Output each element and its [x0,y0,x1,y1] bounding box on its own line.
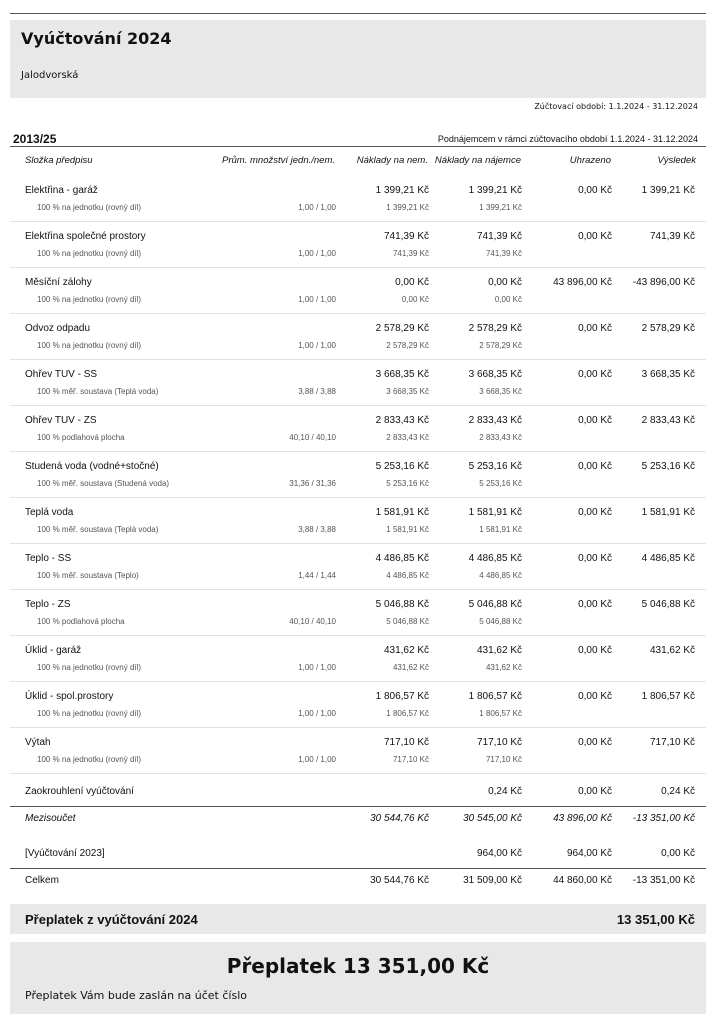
row-cost-naj-detail: 2 833,43 Kč [479,433,522,442]
row-distribution: 100 % měř. soustava (Teplo) [37,571,139,580]
row-cost-nem-detail: 717,10 Kč [392,755,429,764]
col-header-qty: Prům. množství jedn./nem. [222,155,335,166]
total-paid: 44 860,00 Kč [553,875,612,886]
row-cost-naj: 431,62 Kč [476,645,522,656]
row-cost-naj-detail: 0,00 Kč [494,295,522,304]
previous-billing-paid: 964,00 Kč [566,848,612,859]
row-item-name: Teplo - SS [25,553,72,564]
rounding-row [10,779,706,809]
row-distribution: 100 % na jednotku (rovný díl) [37,755,142,764]
row-item-name: Ohřev TUV - ZS [25,415,97,426]
row-result: 1 581,91 Kč [641,507,695,518]
row-cost-naj: 741,39 Kč [476,231,522,242]
row-cost-naj: 2 833,43 Kč [468,415,522,426]
row-result: 431,62 Kč [649,645,695,656]
subtotal-row [10,806,706,836]
row-paid: 43 896,00 Kč [553,277,612,288]
total-nem: 30 544,76 Kč [370,875,429,886]
row-cost-nem: 717,10 Kč [383,737,429,748]
rounding-naj: 0,24 Kč [488,786,522,797]
rounding-result: 0,24 Kč [661,786,695,797]
subtenant-note: Podnájemcem v rámci zúčtovacího období 1.1.2024 - 31.12.2024 [437,134,698,144]
row-quantity: 1,00 / 1,00 [298,203,336,212]
row-cost-nem-detail: 1 581,91 Kč [386,525,429,534]
row-quantity: 1,00 / 1,00 [298,295,336,304]
row-distribution: 100 % na jednotku (rovný díl) [37,295,142,304]
table-row [10,727,706,774]
rounding-paid: 0,00 Kč [578,786,612,797]
row-cost-naj: 3 668,35 Kč [468,369,522,380]
row-paid: 0,00 Kč [578,461,612,472]
row-item-name: Studená voda (vodné+stočné) [25,461,159,472]
row-cost-nem: 1 399,21 Kč [375,185,429,196]
header-rule [10,146,706,147]
row-paid: 0,00 Kč [578,231,612,242]
row-quantity: 1,00 / 1,00 [298,249,336,258]
row-cost-nem-detail: 1 806,57 Kč [386,709,429,718]
row-item-name: Teplo - ZS [25,599,71,610]
total-naj: 31 509,00 Kč [463,875,522,886]
row-cost-naj-detail: 3 668,35 Kč [479,387,522,396]
row-result: -43 896,00 Kč [632,277,695,288]
row-cost-naj: 1 581,91 Kč [468,507,522,518]
row-distribution: 100 % měř. soustava (Teplá voda) [37,525,159,534]
table-row [10,221,706,268]
row-cost-naj-detail: 717,10 Kč [485,755,522,764]
col-header-item: Složka předpisu [25,155,93,166]
row-distribution: 100 % na jednotku (rovný díl) [37,663,142,672]
col-header-uhr: Uhrazeno [569,155,611,166]
row-result: 741,39 Kč [649,231,695,242]
row-result: 5 253,16 Kč [641,461,695,472]
row-cost-naj-detail: 431,62 Kč [485,663,522,672]
row-quantity: 1,00 / 1,00 [298,341,336,350]
row-cost-nem: 1 581,91 Kč [375,507,429,518]
row-cost-nem-detail: 5 046,88 Kč [386,617,429,626]
row-paid: 0,00 Kč [578,599,612,610]
row-cost-nem-detail: 3 668,35 Kč [386,387,429,396]
document-title: Vyúčtování 2024 [21,29,172,48]
row-cost-naj: 1 399,21 Kč [468,185,522,196]
row-paid: 0,00 Kč [578,415,612,426]
row-cost-nem: 741,39 Kč [383,231,429,242]
table-row [10,359,706,406]
row-cost-naj: 0,00 Kč [488,277,522,288]
row-cost-naj-detail: 1 399,21 Kč [479,203,522,212]
row-cost-naj: 717,10 Kč [476,737,522,748]
row-quantity: 3,88 / 3,88 [298,387,336,396]
row-paid: 0,00 Kč [578,691,612,702]
row-cost-nem-detail: 5 253,16 Kč [386,479,429,488]
row-cost-nem: 2 833,43 Kč [375,415,429,426]
row-cost-nem: 4 486,85 Kč [375,553,429,564]
row-quantity: 1,00 / 1,00 [298,755,336,764]
subtotal-paid: 43 896,00 Kč [553,813,612,824]
row-paid: 0,00 Kč [578,185,612,196]
row-cost-naj: 5 046,88 Kč [468,599,522,610]
table-row [10,635,706,682]
surplus-summary [10,904,706,934]
row-cost-naj-detail: 1 806,57 Kč [479,709,522,718]
surplus-value: 13 351,00 Kč [616,912,695,927]
row-result: 1 806,57 Kč [641,691,695,702]
table-row [10,543,706,590]
subtotal-label: Mezisoučet [25,813,76,824]
previous-billing-row [10,841,706,871]
row-cost-nem: 5 253,16 Kč [375,461,429,472]
table-row [10,681,706,728]
subtotal-nem: 30 544,76 Kč [370,813,429,824]
row-item-name: Výtah [25,737,51,748]
col-header-nem: Náklady na nem. [356,155,428,166]
row-cost-nem-detail: 741,39 Kč [392,249,429,258]
row-distribution: 100 % na jednotku (rovný díl) [37,203,142,212]
row-cost-nem-detail: 431,62 Kč [392,663,429,672]
row-item-name: Úklid - spol.prostory [25,691,114,702]
row-paid: 0,00 Kč [578,369,612,380]
table-row [10,405,706,452]
unit-code: 2013/25 [13,132,57,146]
row-cost-naj: 4 486,85 Kč [468,553,522,564]
table-row [10,175,706,222]
row-distribution: 100 % podlahová plocha [37,617,125,626]
row-distribution: 100 % měř. soustava (Teplá voda) [37,387,159,396]
row-cost-naj-detail: 2 578,29 Kč [479,341,522,350]
table-row [10,497,706,544]
subtotal-result: -13 351,00 Kč [632,813,695,824]
row-quantity: 1,44 / 1,44 [298,571,336,580]
previous-billing-result: 0,00 Kč [661,848,695,859]
total-label: Celkem [25,875,59,886]
row-result: 1 399,21 Kč [641,185,695,196]
table-row [10,267,706,314]
table-row [10,451,706,498]
row-cost-naj-detail: 5 046,88 Kč [479,617,522,626]
row-cost-nem-detail: 4 486,85 Kč [386,571,429,580]
row-cost-nem-detail: 2 833,43 Kč [386,433,429,442]
col-header-naj: Náklady na nájemce [434,155,521,166]
row-paid: 0,00 Kč [578,323,612,334]
table-row [10,589,706,636]
row-result: 2 578,29 Kč [641,323,695,334]
row-item-name: Ohřev TUV - SS [25,369,98,380]
row-cost-nem-detail: 1 399,21 Kč [386,203,429,212]
final-summary [10,942,706,1014]
row-quantity: 1,00 / 1,00 [298,709,336,718]
row-quantity: 40,10 / 40,10 [289,433,336,442]
row-item-name: Úklid - garáž [25,645,82,656]
row-cost-naj: 2 578,29 Kč [468,323,522,334]
row-cost-naj: 1 806,57 Kč [468,691,522,702]
row-item-name: Teplá voda [25,507,74,518]
row-distribution: 100 % na jednotku (rovný díl) [37,341,142,350]
surplus-label: Přeplatek z vyúčtování 2024 [25,912,198,927]
row-quantity: 3,88 / 3,88 [298,525,336,534]
final-note: Přeplatek Vám bude zaslán na účet číslo [25,989,247,1002]
previous-billing-naj: 964,00 Kč [476,848,522,859]
final-title: Přeplatek 13 351,00 Kč [226,954,490,978]
col-header-vys: Výsledek [657,155,696,166]
row-distribution: 100 % měř. soustava (Studená voda) [37,479,170,488]
row-item-name: Měsíční zálohy [25,277,92,288]
row-quantity: 1,00 / 1,00 [298,663,336,672]
row-cost-nem: 431,62 Kč [383,645,429,656]
row-result: 717,10 Kč [649,737,695,748]
row-paid: 0,00 Kč [578,737,612,748]
row-quantity: 40,10 / 40,10 [289,617,336,626]
total-result: -13 351,00 Kč [632,875,695,886]
subtotal-naj: 30 545,00 Kč [463,813,522,824]
row-item-name: Elektřina - garáž [25,185,98,196]
row-cost-naj-detail: 4 486,85 Kč [479,571,522,580]
row-cost-nem: 2 578,29 Kč [375,323,429,334]
table-row [10,313,706,360]
row-cost-naj-detail: 5 253,16 Kč [479,479,522,488]
row-distribution: 100 % na jednotku (rovný díl) [37,709,142,718]
top-rule [10,13,706,14]
row-result: 2 833,43 Kč [641,415,695,426]
row-item-name: Elektřina společné prostory [25,231,146,242]
row-cost-naj-detail: 1 581,91 Kč [479,525,522,534]
row-paid: 0,00 Kč [578,645,612,656]
row-cost-nem: 5 046,88 Kč [375,599,429,610]
previous-billing-label: [Vyúčtování 2023] [25,848,105,859]
row-result: 3 668,35 Kč [641,369,695,380]
billing-period: Zúčtovací období: 1.1.2024 - 31.12.2024 [534,102,698,111]
row-cost-nem: 0,00 Kč [395,277,429,288]
row-result: 4 486,85 Kč [641,553,695,564]
row-cost-nem: 1 806,57 Kč [375,691,429,702]
total-row [10,868,706,898]
property-name: Jalodvorská [21,70,79,81]
row-cost-nem: 3 668,35 Kč [375,369,429,380]
row-distribution: 100 % na jednotku (rovný díl) [37,249,142,258]
row-cost-nem-detail: 2 578,29 Kč [386,341,429,350]
row-cost-naj-detail: 741,39 Kč [485,249,522,258]
row-quantity: 31,36 / 31,36 [289,479,336,488]
row-cost-nem-detail: 0,00 Kč [401,295,429,304]
row-result: 5 046,88 Kč [641,599,695,610]
row-paid: 0,00 Kč [578,553,612,564]
rounding-label: Zaokrouhlení vyúčtování [25,786,134,797]
row-distribution: 100 % podlahová plocha [37,433,125,442]
row-cost-naj: 5 253,16 Kč [468,461,522,472]
row-paid: 0,00 Kč [578,507,612,518]
row-item-name: Odvoz odpadu [25,323,91,334]
document-header [10,20,706,98]
